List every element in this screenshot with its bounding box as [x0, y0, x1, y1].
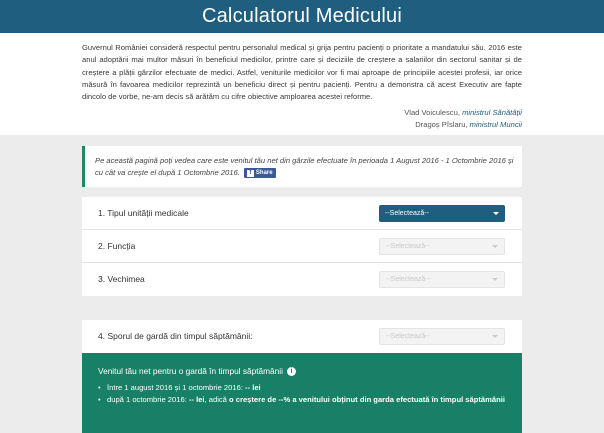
select-value: --Selectează-- — [385, 210, 429, 217]
weekday-bonus-section — [82, 320, 522, 353]
result-list — [98, 382, 508, 406]
seniority-label: 3. Vechimea — [98, 274, 145, 284]
form-row-seniority — [82, 263, 522, 296]
result-title: Venitul tău net pentru o gardă în timpul săptămânii — [98, 366, 283, 376]
signature-name: Vlad Voiculescu, — [404, 108, 460, 117]
signature-role: ministrul Sănătății — [462, 108, 522, 117]
result-item-after — [98, 394, 508, 405]
note-text-wrap — [95, 155, 515, 179]
intro-section — [0, 33, 604, 135]
result-after-connector: , adică — [204, 395, 230, 404]
result-before-value: -- lei — [245, 383, 261, 392]
select-value: --Selectează-- — [386, 276, 430, 283]
signature-name: Dragoș Pîslaru, — [415, 120, 468, 129]
result-after-value: -- lei — [188, 395, 205, 404]
caret-down-icon — [492, 278, 498, 281]
form-row-weekday-bonus — [82, 320, 522, 353]
select-value: --Selectează-- — [386, 333, 430, 340]
function-label: 2. Funcția — [98, 241, 136, 251]
note-text: Pe această pagină poți vedea care este venitul tău net din gărzile efectuate în perioada 1 August 2016 - 1 Octombrie 2016 și cu cât va crește el după 1 Octombrie 2016. — [95, 156, 514, 177]
form-row-unit-type — [82, 197, 522, 230]
page-header — [0, 0, 604, 33]
share-label: Share — [255, 170, 273, 176]
result-panel — [82, 353, 522, 433]
result-after-label: după 1 octombrie 2016: — [107, 395, 189, 404]
weekday-bonus-label: 4. Sporul de gardă din timpul săptămânii: — [98, 331, 253, 341]
intro-text: Guvernul României consideră respectul pentru personalul medical și grija pentru pacienți o prioritate a mandatului său. 2016 este anul adoptării mai multor măsuri în beneficiul medicilor, printre care și deciziile de creștere a salariilor din sectorul sanitar și de creștere a plății gărzilor efectuate de medici. Astfel, veniturile medicilor vor fi mai aproape de principiile acestei profesii, iar orice măsură în favoarea medicilor reprezintă un beneficiu direct și pentru pacienți. Pentru a demonstra că acest Executiv are fapte dincolo de vorbe, ne-am decis să arătăm cu cifre obiective amploarea acestei reforme. — [82, 43, 522, 102]
caret-down-icon — [492, 245, 498, 248]
unit-type-select[interactable] — [379, 205, 505, 222]
facebook-share-button[interactable] — [244, 168, 276, 178]
page-title: Calculatorul Medicului — [201, 5, 403, 27]
result-title-row — [98, 366, 296, 376]
signature-role: ministrul Muncii — [469, 120, 522, 129]
info-note — [82, 146, 522, 187]
result-increase-text: o creștere de --% a venitului obținut din garda efectuată în timpul săptămânii — [229, 395, 505, 404]
unit-type-label: 1. Tipul unității medicale — [98, 208, 189, 218]
select-value: --Selectează-- — [386, 243, 430, 250]
weekday-bonus-select[interactable] — [379, 328, 505, 345]
result-before-label: între 1 august 2016 și 1 octombrie 2016: — [107, 383, 246, 392]
form-row-function — [82, 230, 522, 263]
signature-labor-minister — [415, 119, 522, 131]
result-item-before — [98, 382, 508, 393]
function-select[interactable] — [379, 238, 505, 255]
caret-down-icon — [493, 212, 499, 215]
facebook-icon: f — [247, 170, 254, 177]
signature-health-minister — [404, 107, 522, 119]
calculator-form — [82, 197, 522, 296]
caret-down-icon — [492, 335, 498, 338]
seniority-select[interactable] — [379, 271, 505, 288]
info-icon[interactable]: i — [287, 367, 296, 376]
